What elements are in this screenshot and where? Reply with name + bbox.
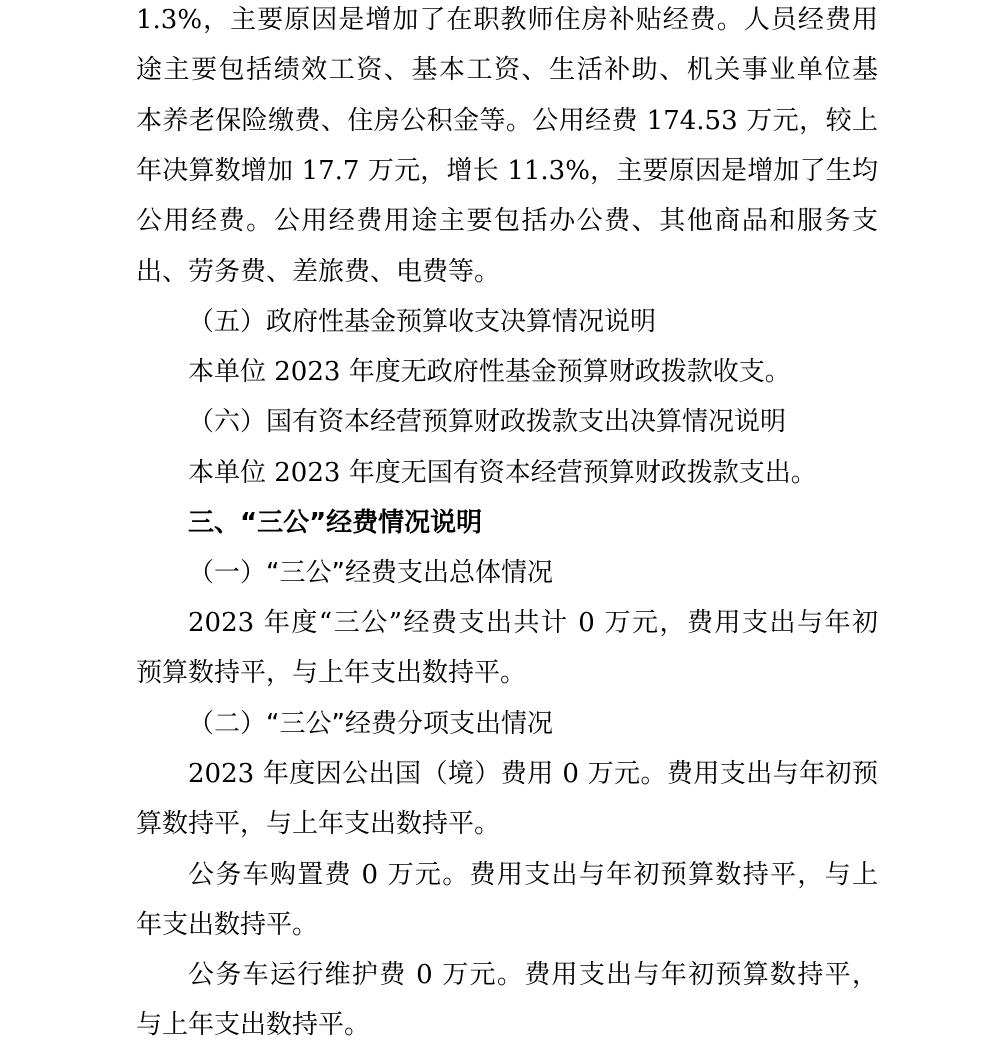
paragraph-state-capital: 本单位 2023 年度无国有资本经营预算财政拨款支出。 bbox=[188, 458, 817, 488]
text-line: 预算数持平，与上年支出数持平。 bbox=[136, 658, 527, 688]
section-heading-three-public: 三、“三公”经费情况说明 bbox=[188, 508, 483, 538]
text-line: 1.3%，主要原因是增加了在职教师住房补贴经费。人员经费用 bbox=[136, 5, 878, 35]
text-line: 公务车运行维护费 0 万元。费用支出与年初预算数持平， bbox=[188, 960, 878, 990]
section-heading-state-capital: （六）国有资本经营预算财政拨款支出决算情况说明 bbox=[188, 407, 787, 437]
text-line: 2023 年度因公出国（境）费用 0 万元。费用支出与年初预 bbox=[188, 759, 878, 789]
subheading-itemized: （二）“三公”经费分项支出情况 bbox=[188, 709, 553, 739]
text-line: 年决算数增加 17.7 万元，增长 11.3%，主要原因是增加了生均 bbox=[136, 156, 878, 186]
text-line: 途主要包括绩效工资、基本工资、生活补助、机关事业单位基 bbox=[136, 55, 878, 85]
text-line: 本养老保险缴费、住房公积金等。公用经费 174.53 万元，较上 bbox=[136, 106, 878, 136]
text-line: 公务车购置费 0 万元。费用支出与年初预算数持平，与上 bbox=[188, 860, 878, 890]
text-line: 算数持平，与上年支出数持平。 bbox=[136, 809, 501, 839]
text-line: 2023 年度“三公”经费支出共计 0 万元，费用支出与年初 bbox=[188, 608, 878, 638]
text-line: 年支出数持平。 bbox=[136, 910, 319, 940]
paragraph-government-fund: 本单位 2023 年度无政府性基金预算财政拨款收支。 bbox=[188, 357, 791, 387]
section-heading-government-fund: （五）政府性基金预算收支决算情况说明 bbox=[188, 307, 657, 337]
subheading-overall: （一）“三公”经费支出总体情况 bbox=[188, 558, 553, 588]
text-line: 公用经费。公用经费用途主要包括办公费、其他商品和服务支 bbox=[136, 206, 878, 236]
text-line: 出、劳务费、差旅费、电费等。 bbox=[136, 257, 501, 287]
text-line: 与上年支出数持平。 bbox=[136, 1010, 371, 1040]
